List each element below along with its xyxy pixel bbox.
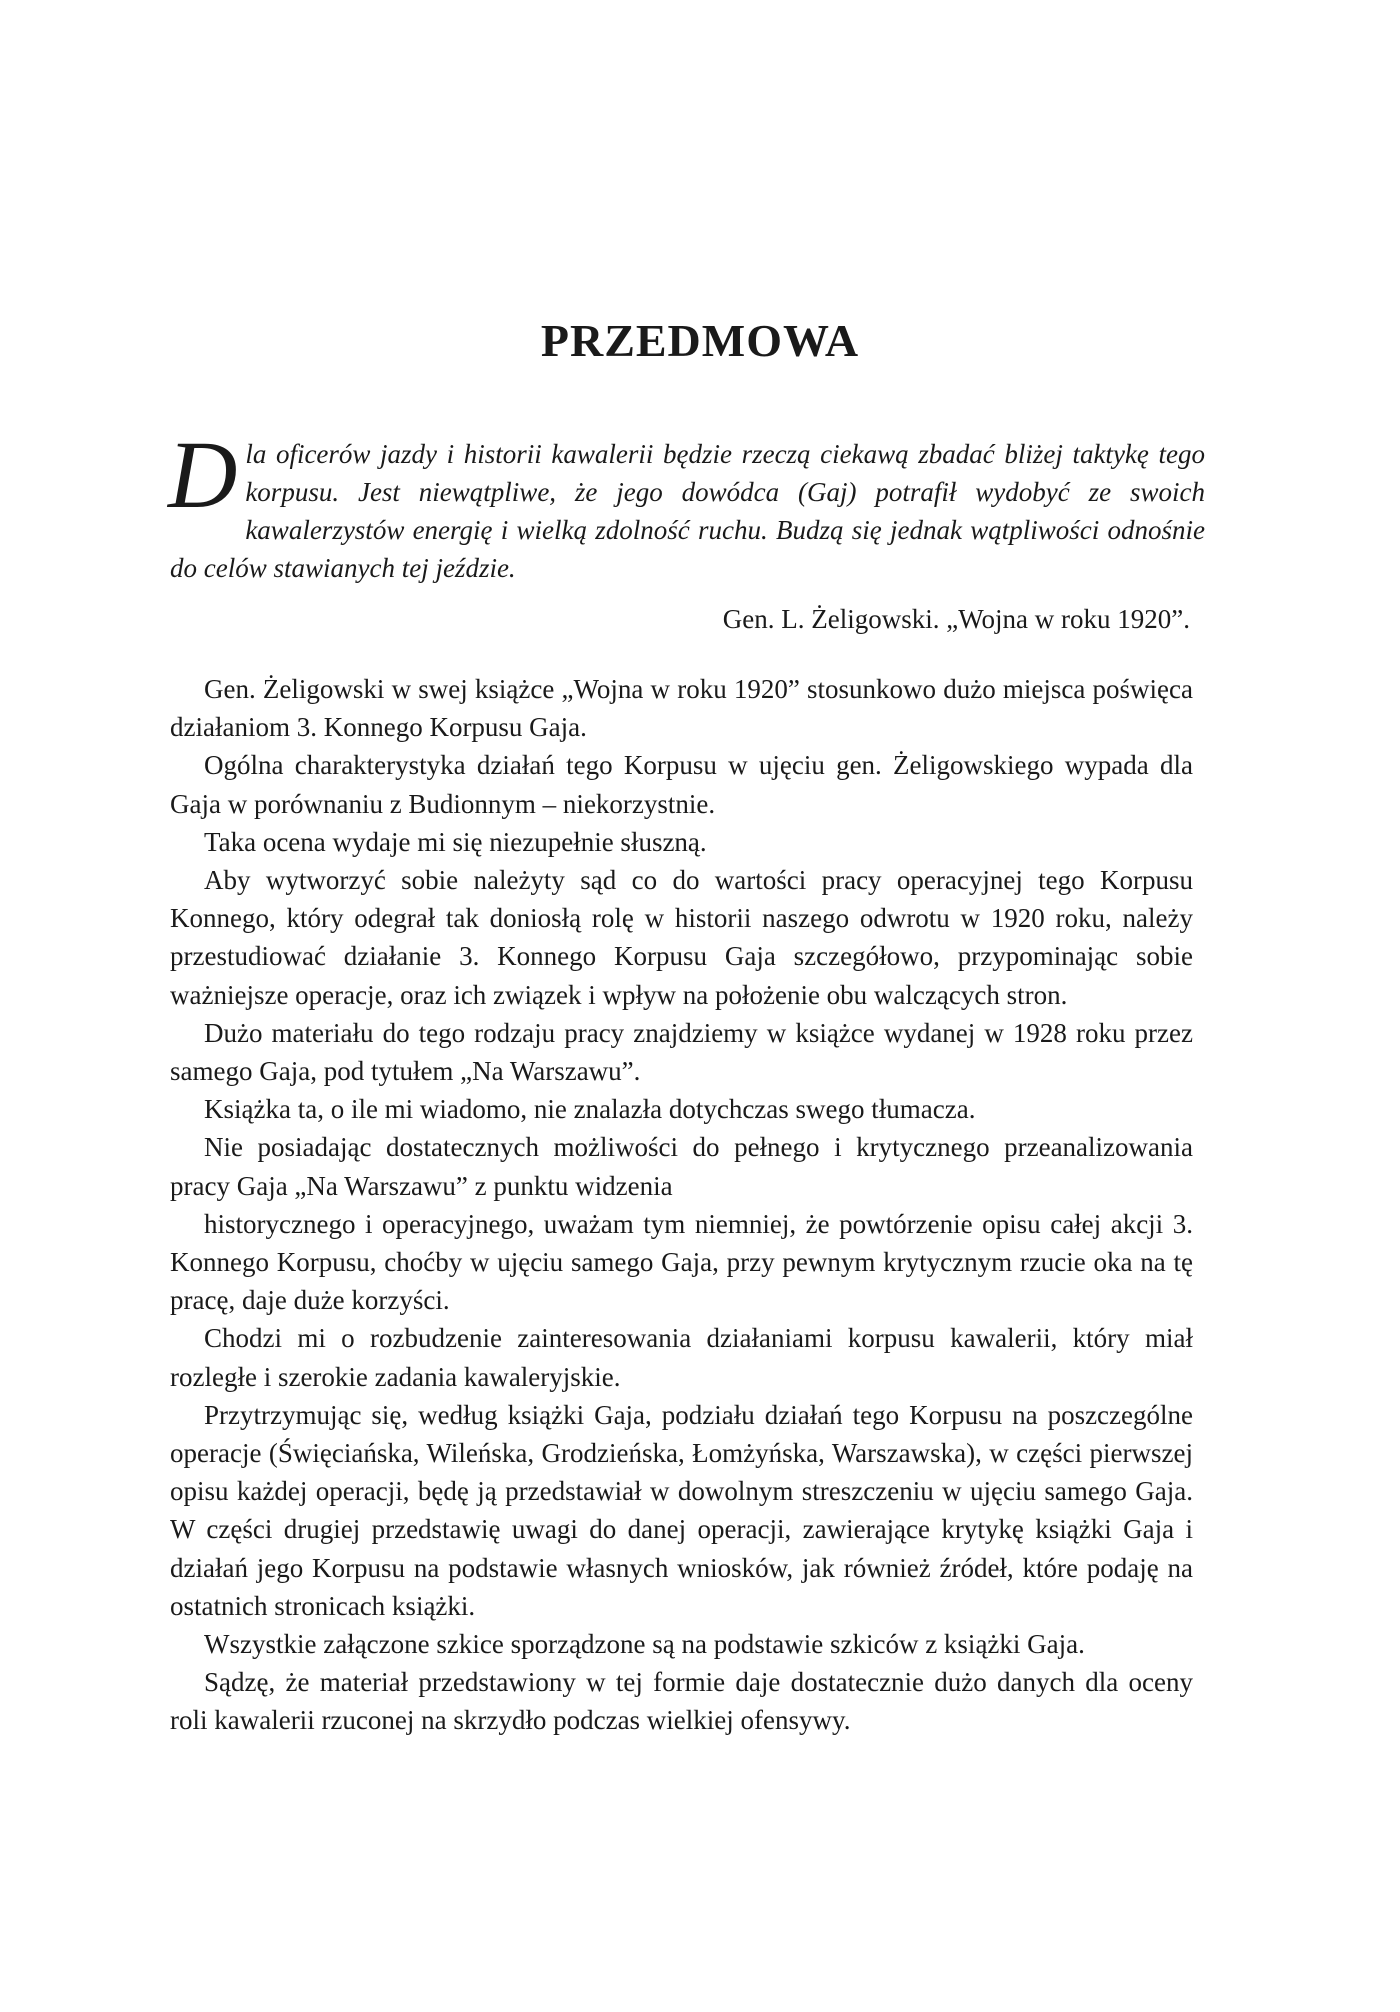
paragraph: Sądzę, że materiał przedstawiony w tej formie daje dostatecznie dużo danych dla oceny roli kawalerii rzuconej na skrzydło podczas wielkiej ofensywy.: [170, 1667, 1193, 1736]
epigraph-text: la oficerów jazdy i historii kawalerii będzie rzeczą ciekawą zbadać bliżej taktykę tego korpusu. Jest niewątpliwe, że jego dowódca (Gaj) potrafił wydobyć ze swoich kawalerzystów energię i wielką zdolność ruchu. Budzą się jednak wątpliwości odnośnie do celów stawianych tej jeździe.: [170, 439, 1205, 583]
paragraph: Aby wytworzyć sobie należyty sąd co do wartości pracy operacyjnej tego Korpusu Konnego, który odegrał tak doniosłą rolę w historii naszego odwrotu w 1920 roku, należy przestudiować działanie 3. Konnego Korpusu Gaja szczegółowo, przypominając sobie ważniejsze operacje, oraz ich związek i wpływ na położenie obu walczących stron.: [170, 865, 1193, 1010]
paragraph: Dużo materiału do tego rodzaju pracy znajdziemy w książce wydanej w 1928 roku przez samego Gaja, pod tytułem „Na Warszawu”.: [170, 1017, 1193, 1087]
page-title: PRZEDMOWA: [540, 315, 860, 366]
paragraph: Ogólna charakterystyka działań tego Korpusu w ujęciu gen. Żeligowskiego wypada dla Gaja w porównaniu z Budionnym – niekorzystnie.: [170, 750, 1193, 819]
body-text: [170, 670, 1193, 1740]
epigraph: [168, 421, 1205, 587]
paragraph: Nie posiadając dostatecznych możliwości do pełnego i krytycznego przeanalizowania pracy Gaja „Na Warszawu” z punktu widzenia: [170, 1132, 1193, 1201]
paragraph: Wszystkie załączone szkice sporządzone są na podstawie szkiców z książki Gaja.: [204, 1629, 1085, 1660]
paragraph: Chodzi mi o rozbudzenie zainteresowania działaniami korpusu kawalerii, który miał rozległe i szerokie zadania kawaleryjskie.: [170, 1323, 1193, 1392]
paragraph: Przytrzymując się, według książki Gaja, podziału działań tego Korpusu na poszczególne operacje (Święciańska, Wileńska, Grodzieńska, Łomżyńska, Warszawska), w części pierwszej opisu każdej operacji, będę ją przedstawiał w dowolnym streszczeniu w ujęciu samego Gaja. W części drugiej przedstawię uwagi do danej operacji, zawierające krytykę książki Gaja i działań jego Korpusu na podstawie własnych wniosków, jak również źródeł, które podaję na ostatnich stronicach książki.: [170, 1399, 1193, 1621]
paragraph: Gen. Żeligowski w swej książce „Wojna w roku 1920” stosunkowo dużo miejsca poświęca działaniom 3. Konnego Korpusu Gaja.: [170, 674, 1193, 743]
drop-cap: D: [168, 421, 238, 528]
paragraph: Książka ta, o ile mi wiadomo, nie znalazła dotychczas swego tłumacza.: [204, 1094, 976, 1125]
paragraph: historycznego i operacyjnego, uważam tym niemniej, że powtórzenie opisu całej akcji 3. Konnego Korpusu, choćby w ujęciu samego Gaja, przy pewnym krytycznym rzucie oka na tę pracę, daje duże korzyści.: [170, 1208, 1193, 1316]
paragraph: Taka ocena wydaje mi się niezupełnie słuszną.: [204, 826, 707, 857]
epigraph-attribution: Gen. L. Żeligowski. „Wojna w roku 1920”.: [722, 604, 1190, 634]
